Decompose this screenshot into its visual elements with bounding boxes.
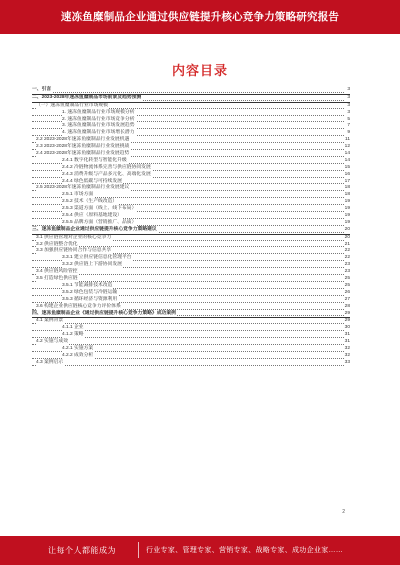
toc-entry[interactable]	[32, 206, 350, 213]
toc-entry-page: 19	[344, 213, 350, 219]
toc-entry-page: 28	[344, 303, 350, 309]
toc-entry-label: 2.5.1 市场方面	[62, 192, 94, 198]
toc-entry-label: 4.2.2 成效分析	[62, 352, 94, 358]
toc-entry-label: 1. 速冻鱼糜制品行业市场规模分析	[62, 109, 135, 115]
toc-entry[interactable]	[32, 172, 350, 179]
toc-entry[interactable]	[32, 304, 350, 311]
toc-entry-page: 23	[344, 269, 350, 275]
toc-entry-label: 2.5.5 品牌方面（营销推广、品质）	[62, 219, 137, 225]
toc-entry[interactable]	[32, 144, 350, 151]
toc-entry-page: 19	[344, 199, 350, 205]
footer-roles: 行业专家、管理专家、营销专家、战略专家、成功企业家……	[146, 547, 344, 554]
toc-entry-page: 21	[344, 241, 350, 247]
toc-entry-page: 25	[344, 282, 350, 288]
toc-entry-label: 4.1 案例背景	[36, 318, 64, 324]
toc-entry-label: 2.5.3 渠道方面（线上、线下布局）	[62, 206, 137, 212]
toc-entry-page: 26	[344, 289, 350, 295]
toc-entry-label: 3.3.1 建立供应链信息化管理平台	[62, 255, 132, 261]
toc-entry-page: 9	[347, 130, 350, 136]
toc-entry-label: 4.2.1 实施方案	[62, 345, 94, 351]
toc-entry-page: 25	[344, 276, 350, 282]
toc-leader-dots	[32, 365, 344, 366]
toc-title: 内容目录	[171, 63, 228, 78]
toc-entry-page: 33	[344, 359, 350, 365]
toc-entry[interactable]	[32, 346, 350, 353]
report-title: 速冻鱼糜制品企业通过供应链提升核心竞争力策略研究报告	[60, 11, 340, 23]
toc-entry-page: 20	[344, 226, 350, 232]
header-bar	[0, 0, 400, 34]
toc-entry-label: 2.3 2023-2028年速冻鱼糜制品行业发展挑战	[36, 144, 130, 150]
toc-entry[interactable]	[32, 165, 350, 172]
toc-entry-page: 17	[344, 178, 350, 184]
toc-entry-label: 2.5.2 技术（生产线改造）	[62, 199, 118, 205]
toc-entry-page: 14	[344, 157, 350, 163]
toc-entry[interactable]	[32, 332, 350, 339]
toc-entry-page: 31	[344, 332, 350, 338]
toc-entry[interactable]	[32, 87, 350, 95]
toc-entry[interactable]	[32, 95, 350, 103]
toc-entry-label: 2.4.2 冷链物流体系完善与供应链协同发展	[62, 164, 151, 170]
toc-entry-page: 18	[344, 192, 350, 198]
toc-entry-label: 3.5 打造绿色供应链	[36, 276, 78, 282]
toc-entry-label: 3.4 供应链风险管控	[36, 269, 78, 275]
toc-entry-label: 4.1.1 企业	[62, 325, 84, 331]
toc-entry-label: 4.2 实施与成效	[36, 339, 68, 345]
toc-entry-label: 一、引言	[32, 87, 52, 92]
toc-entry[interactable]	[32, 269, 350, 276]
toc-entry[interactable]	[32, 297, 350, 304]
toc-entry-page: 12	[344, 144, 350, 150]
toc-entry[interactable]	[32, 283, 350, 290]
footer-slogan: 让每个人都能成为	[48, 546, 116, 555]
toc-entry-page: 29	[344, 310, 350, 316]
toc-entry-page: 29	[344, 318, 350, 324]
toc-leader-dots	[32, 274, 344, 275]
toc-entry[interactable]	[32, 262, 350, 269]
toc-entry-label: 2.5 2023-2028年速冻鱼糜制品行业发展建议	[36, 185, 130, 191]
toc-entry-page: 7	[347, 123, 350, 129]
toc-entry-label: （一）速冻鱼糜制品行业市场规模	[36, 102, 108, 108]
toc-entry[interactable]	[32, 360, 350, 367]
toc-entry-label: 二、2023-2028年速冻鱼糜制品市场前景及趋势预测	[32, 94, 142, 100]
toc-entry[interactable]	[32, 227, 350, 235]
toc-entry-label: 2.4 2023-2028年速冻鱼糜制品行业发展趋势	[36, 151, 130, 157]
toc-entry-page: 32	[344, 352, 350, 358]
toc-entry-page: 18	[344, 185, 350, 191]
toc-leader-dots	[32, 344, 344, 345]
toc-entry[interactable]	[32, 276, 350, 283]
toc-entry[interactable]	[32, 110, 350, 117]
toc-entry-page: 23	[344, 262, 350, 268]
toc-entry-page: 3	[347, 102, 350, 108]
toc-entry-page: 30	[344, 325, 350, 331]
toc-entry-page: 19	[344, 219, 350, 225]
toc-entry-label: 2.5.4 供应（原料基地建设）	[62, 213, 122, 219]
toc-entry-label: 3.5.1 节能减排技术改造	[62, 282, 113, 288]
toc-entry-label: 2. 速冻鱼糜制品行业市场竞争分析	[62, 116, 135, 122]
toc-entry-label: 3. 速冻鱼糜制品行业市场发展趋势	[62, 123, 135, 129]
toc-entry-page: 14	[344, 151, 350, 157]
footer-divider	[138, 542, 139, 558]
toc-entry[interactable]	[32, 290, 350, 297]
page-number: 2	[342, 509, 345, 515]
toc-entry-label: 2.4.3 消费升级与产品多元化、高端化发展	[62, 171, 151, 177]
toc-entry-page: 3	[347, 87, 350, 92]
toc-entry-page: 5	[347, 116, 350, 122]
toc-entry-page: 22	[344, 248, 350, 254]
toc-entry-label: 3.5.2 绿色包装与冷链运输	[62, 289, 118, 295]
toc-entry-label: 4.1.2 策略	[62, 332, 84, 338]
toc-entry-page: 20	[344, 234, 350, 240]
toc-entry[interactable]	[32, 151, 350, 158]
toc-entry-label: 2.4.1 数字化转型与智能化升级	[62, 157, 127, 163]
toc-entry-page: 3	[347, 109, 350, 115]
toc-entry-page: 32	[344, 345, 350, 351]
toc-entry[interactable]	[32, 220, 350, 227]
toc-entry[interactable]	[32, 213, 350, 220]
toc-entry-label: 4.3 案例启示	[36, 359, 64, 365]
toc-entry-page: 11	[345, 137, 350, 143]
toc-entry-label: 四、速冻鱼糜制品企业《通过供应链提升核心竞争力策略》成功案例	[32, 310, 176, 316]
toc-entry-page: 27	[344, 296, 350, 302]
toc-entry-page: 16	[344, 171, 350, 177]
toc-entry-page: 15	[344, 164, 350, 170]
toc-entry-label: 三、速冻鱼糜制品企业通过供应链提升核心竞争力策略建议	[32, 226, 157, 232]
toc-entry[interactable]	[32, 339, 350, 346]
toc-entry-page: 31	[344, 339, 350, 345]
toc-entry[interactable]	[32, 235, 350, 242]
toc-entry-label: 3.3.2 供应链上下游协同发展	[62, 262, 122, 268]
toc-leader-dots	[32, 92, 344, 93]
table-of-contents	[32, 87, 350, 367]
toc-entry-label: 3.3 加强供应链协同合作与信息共享	[36, 248, 112, 254]
toc-entry[interactable]	[32, 353, 350, 360]
toc-entry-label: 3.5.3 循环经济与资源利用	[62, 296, 118, 302]
toc-entry[interactable]	[32, 103, 350, 110]
footer-bar	[0, 536, 400, 565]
toc-entry-page: 19	[344, 206, 350, 212]
toc-entry-label: 3.6 构建企业供应链核心竞争力评价体系	[36, 303, 121, 309]
toc-entry-label: 4. 速冻鱼糜制品行业市场增长潜力	[62, 130, 135, 136]
toc-entry[interactable]	[32, 311, 350, 319]
toc-entry-page: 22	[344, 255, 350, 261]
toc-entry-label: 3.1 供应链管理对企业的核心竞争力	[36, 234, 112, 240]
toc-entry-label: 3.2 供应链整合优化	[36, 241, 78, 247]
toc-entry-label: 2.4.4 绿色低碳与可持续发展	[62, 178, 122, 184]
toc-entry-label: 2.2 2023-2028年速冻鱼糜制品行业发展机遇	[36, 137, 130, 143]
toc-entry-page: 3	[347, 94, 350, 100]
toc-leader-dots	[32, 281, 344, 282]
toc-entry[interactable]	[32, 158, 350, 165]
